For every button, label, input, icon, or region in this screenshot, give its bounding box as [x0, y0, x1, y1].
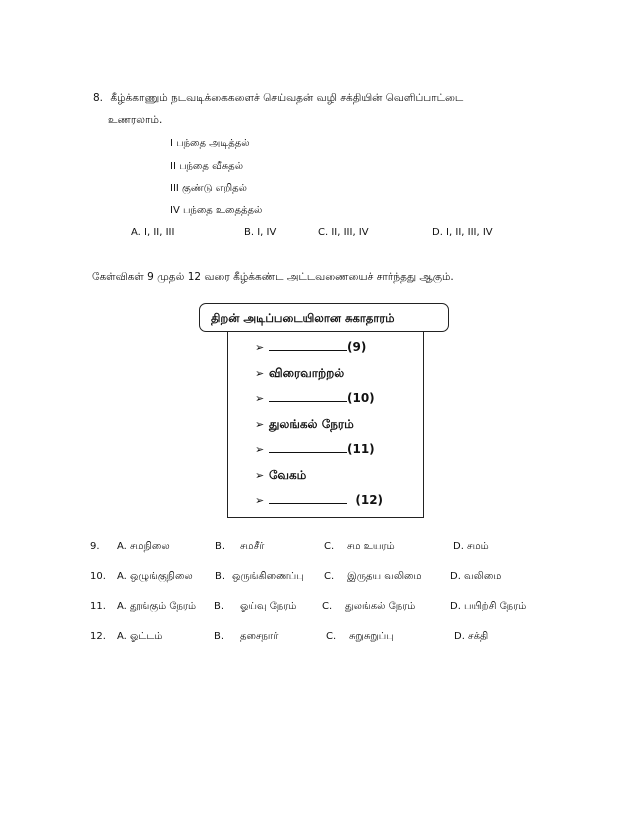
question-number: 8.	[93, 92, 104, 104]
blank-line	[269, 493, 347, 504]
option-d: D. பயிற்சி நேரம்	[450, 601, 527, 612]
statement-2: II பந்தை வீசுதல்	[170, 161, 243, 172]
list-item-blank-12: ➢ (12)	[255, 493, 384, 507]
option-b-label: B.	[214, 631, 225, 642]
arrow-bullet-icon: ➢	[255, 494, 265, 507]
option-c-label: C.	[324, 571, 335, 582]
instruction-text: கேள்விகள் 9 முதல் 12 வரை கீழ்க்கண்ட அட்டவணையைச் சார்ந்தது ஆகும்.	[92, 271, 454, 283]
question-8-text	[93, 92, 463, 105]
option-a: A. ஓட்டம்	[117, 631, 163, 642]
q8-option-b: B. I, IV	[244, 227, 277, 238]
statement-1: I பந்தை அடித்தல்	[170, 138, 250, 149]
option-a: A. சமநிலை	[117, 541, 170, 552]
table-title: திறன் அடிப்படையிலான சுகாதாரம்	[211, 311, 395, 325]
arrow-bullet-icon: ➢	[255, 443, 265, 456]
option-c: துலங்கல் நேரம்	[345, 601, 416, 612]
statement-3: III குண்டு எறிதல்	[170, 183, 247, 194]
arrow-bullet-icon: ➢	[255, 367, 265, 380]
table-title-box	[199, 303, 449, 332]
option-c: இருதய வலிமை	[347, 571, 422, 582]
option-c-label: C.	[324, 541, 335, 552]
option-b-label: B.	[215, 571, 226, 582]
option-d: D. சமம்	[453, 541, 489, 552]
option-c: சம உயரம்	[347, 541, 395, 552]
blank-line	[269, 391, 347, 402]
list-item-blank-9: ➢ (9)	[255, 340, 367, 354]
option-a: A. ஒழுங்குநிலை	[117, 571, 193, 582]
question-number: 11.	[90, 601, 106, 612]
blank-line	[269, 442, 347, 453]
list-item-speed: ➢ வேகம்	[255, 468, 307, 482]
option-b: ஒருங்கிணைப்பு	[232, 571, 304, 582]
arrow-bullet-icon: ➢	[255, 469, 265, 482]
question-number: 12.	[90, 631, 106, 642]
arrow-bullet-icon: ➢	[255, 418, 265, 431]
arrow-bullet-icon: ➢	[255, 341, 265, 354]
option-b: சமசீர்	[240, 541, 265, 552]
list-item-agility: ➢ விரைவாற்றல்	[255, 366, 345, 380]
question-number: 10.	[90, 571, 106, 582]
option-a: A. தூங்கும் நேரம்	[117, 601, 197, 612]
option-c-label: C.	[322, 601, 333, 612]
option-c-label: C.	[326, 631, 337, 642]
statement-4: IV பந்தை உதைத்தல்	[170, 205, 263, 216]
arrow-bullet-icon: ➢	[255, 392, 265, 405]
q8-option-a: A. I, II, III	[131, 227, 175, 238]
blank-line	[269, 340, 347, 351]
list-item-reaction-time: ➢ துலங்கல் நேரம்	[255, 417, 354, 431]
option-d: D. வலிமை	[450, 571, 502, 582]
option-b-label: B.	[214, 601, 225, 612]
option-c: சுறுசுறுப்பு	[349, 631, 394, 642]
q8-option-c: C. II, III, IV	[318, 227, 369, 238]
option-b: ஓய்வு நேரம்	[240, 601, 297, 612]
option-b: தசைநார்	[240, 631, 279, 642]
list-item-blank-10: ➢ (10)	[255, 391, 375, 405]
q8-option-d: D. I, II, III, IV	[432, 227, 493, 238]
option-d: D. சக்தி	[454, 631, 489, 642]
question-stem-line1: கீழ்க்காணும் நடவடிக்கைகளைச் செய்வதன் வழி சக்தியின் வெளிப்பாட்டை	[110, 92, 464, 104]
question-stem-line2: உணரலாம்.	[108, 114, 163, 126]
option-b-label: B.	[215, 541, 226, 552]
list-item-blank-11: ➢ (11)	[255, 442, 375, 456]
question-number: 9.	[90, 541, 100, 552]
